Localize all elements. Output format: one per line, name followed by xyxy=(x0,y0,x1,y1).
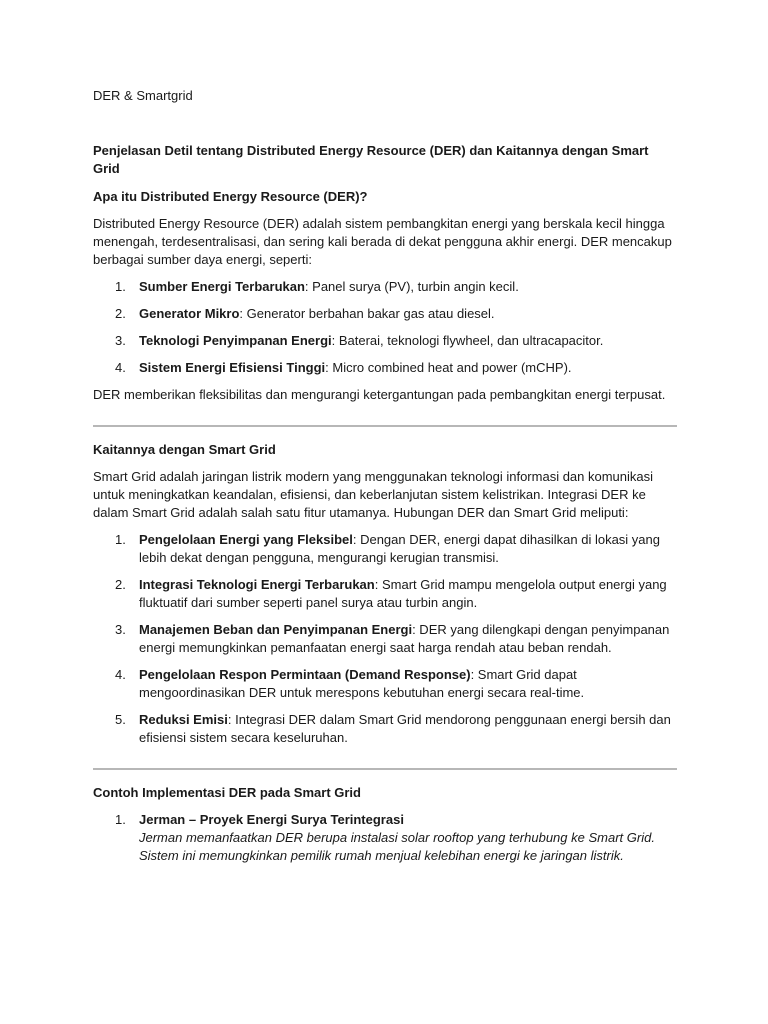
list-term: Integrasi Teknologi Energi Terbarukan xyxy=(139,577,375,592)
section1-heading: Apa itu Distributed Energy Resource (DER)? xyxy=(93,189,368,204)
list-item xyxy=(93,305,677,323)
list-item xyxy=(93,621,677,657)
list-desc: : Generator berbahan bakar gas atau diesel. xyxy=(239,306,495,321)
list-desc: : Panel surya (PV), turbin angin kecil. xyxy=(304,279,519,294)
section2-intro: Smart Grid adalah jaringan listrik modern yang menggunakan teknologi informasi dan komunikasi untuk meningkatkan keandalan, efisiensi, dan keberlanjutan sistem kelistrikan. Integrasi DER ke dalam Smart Grid adalah salah satu fitur utamanya. Hubungan DER dan Smart Grid meliputi: xyxy=(93,469,654,520)
list-desc: : Micro combined heat and power (mCHP). xyxy=(325,360,572,375)
list-desc: : Smart Grid mampu mengelola output energi yang fluktuatif dari sumber seperti panel surya atau turbin angin. xyxy=(139,577,667,610)
section1-intro: Distributed Energy Resource (DER) adalah sistem pembangkitan energi yang berskala kecil hingga menengah, terdesentralisasi, dan sering kali berada di dekat pengguna akhir energi. DER mencakup berbagai sumber daya energi, seperti: xyxy=(93,216,672,267)
list-term: Sistem Energi Efisiensi Tinggi xyxy=(139,360,326,375)
list-item xyxy=(93,531,677,567)
list-number: 5. xyxy=(115,712,126,727)
list-desc: : Baterai, teknologi flywheel, dan ultracapacitor. xyxy=(331,333,604,348)
list-item xyxy=(93,811,677,865)
list-desc: : Integrasi DER dalam Smart Grid mendorong penggunaan energi bersih dan efisiensi sistem secara keseluruhan. xyxy=(139,712,671,745)
list-term: Teknologi Penyimpanan Energi xyxy=(139,333,332,348)
list-term: Pengelolaan Energi yang Fleksibel xyxy=(139,532,353,547)
horizontal-divider xyxy=(93,768,677,770)
list-desc: : DER yang dilengkapi dengan penyimpanan energi memungkinkan pemanfaatan energi saat harga rendah atau beban rendah. xyxy=(139,622,670,655)
list-number: 3. xyxy=(115,622,126,637)
list-term: Generator Mikro xyxy=(139,306,240,321)
smartgrid-relation-list xyxy=(93,531,677,747)
section2-heading: Kaitannya dengan Smart Grid xyxy=(93,442,276,457)
list-item xyxy=(93,359,677,377)
main-title: Penjelasan Detil tentang Distributed Energy Resource (DER) dan Kaitannya dengan Smart Grid xyxy=(93,143,649,176)
list-number: 4. xyxy=(115,667,126,682)
list-number: 2. xyxy=(115,306,126,321)
list-item xyxy=(93,666,677,702)
list-term: Manajemen Beban dan Penyimpanan Energi xyxy=(139,622,413,637)
list-number: 1. xyxy=(115,532,126,547)
list-item xyxy=(93,576,677,612)
list-desc: : Smart Grid dapat mengoordinasikan DER untuk merespons kebutuhan energi secara real-time. xyxy=(139,667,585,700)
list-term: Sumber Energi Terbarukan xyxy=(139,279,305,294)
example-desc: Jerman memanfaatkan DER berupa instalasi solar rooftop yang terhubung ke Smart Grid. Sistem ini memungkinkan pemilik rumah menjual kelebihan energi ke jaringan listrik. xyxy=(139,830,655,863)
document-content xyxy=(93,87,677,874)
implementation-example-list xyxy=(93,811,677,865)
section3-heading: Contoh Implementasi DER pada Smart Grid xyxy=(93,785,361,800)
list-number: 1. xyxy=(115,812,126,827)
list-number: 2. xyxy=(115,577,126,592)
list-item xyxy=(93,278,677,296)
list-term: Reduksi Emisi xyxy=(139,712,228,727)
example-title: Jerman – Proyek Energi Surya Terintegrasi xyxy=(139,812,404,827)
list-number: 4. xyxy=(115,360,126,375)
list-item xyxy=(93,711,677,747)
doc-title: DER & Smartgrid xyxy=(93,88,193,103)
list-item xyxy=(93,332,677,350)
horizontal-divider xyxy=(93,425,677,427)
list-desc: : Dengan DER, energi dapat dihasilkan di lokasi yang lebih dekat dengan pengguna, mengurangi kerugian transmisi. xyxy=(139,532,660,565)
list-term: Pengelolaan Respon Permintaan (Demand Response) xyxy=(139,667,471,682)
list-number: 1. xyxy=(115,279,126,294)
list-number: 3. xyxy=(115,333,126,348)
section1-outro: DER memberikan fleksibilitas dan mengurangi ketergantungan pada pembangkitan energi terpusat. xyxy=(93,387,666,402)
der-resource-list xyxy=(93,278,677,377)
